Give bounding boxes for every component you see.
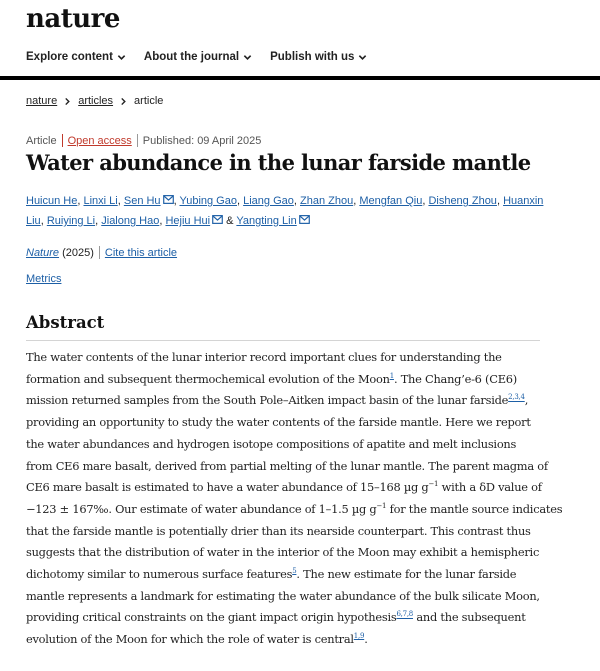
metrics-link[interactable]: Metrics <box>26 273 62 285</box>
abstract-line: dichotomy similar to numerous surface features$^5$. The new estimate for the lunar farside <box>26 567 517 582</box>
chevron-down-icon <box>243 53 252 62</box>
journal-link[interactable]: Nature <box>26 246 60 259</box>
reference-link[interactable]: 5 <box>292 567 297 576</box>
breadcrumb-articles[interactable]: articles <box>78 95 114 107</box>
abstract-line: −123 ± 167‰. Our estimate of water abundance of 1–1.5 µg $g^{-1}$ for the mantle source indicates <box>26 501 563 516</box>
nav-publish-with-us[interactable] <box>270 51 367 63</box>
abstract-divider <box>26 340 540 341</box>
mail-icon[interactable] <box>299 215 310 224</box>
author-link[interactable]: Huicun He <box>26 195 78 207</box>
author-link[interactable]: Ruiying Li <box>46 215 96 227</box>
author-list <box>26 191 546 231</box>
author-link[interactable]: Sen Hu <box>123 195 161 207</box>
abstract-line: mission returned samples from the South Pole–Aitken impact basin of the lunar farside$^{2,3,4}$, <box>26 393 529 408</box>
reference-superscript <box>396 611 413 619</box>
breadcrumb-nature[interactable]: nature <box>26 95 58 107</box>
reference-superscript <box>390 372 394 380</box>
author-link[interactable]: Disheng Zhou <box>428 195 497 207</box>
author-line: Liu, Ruiying Li, Jialong Hao, Hejiu Hui & Yangting Lin <box>26 211 546 231</box>
abstract-line: formation and subsequent thermochemical evolution of the Moon$^1$. The Chang’e-6 (CE6) <box>26 371 517 386</box>
abstract-line: that the farside mantle is potentially drier than its nearside counterpart. This contrast thus <box>26 523 531 538</box>
breadcrumb <box>26 95 163 107</box>
abstract-line: the water abundances and hydrogen isotope compositions of apatite and melt inclusions <box>26 436 517 451</box>
reference-link[interactable]: 1 <box>389 371 394 380</box>
author-link[interactable]: Mengfan Qiu <box>359 195 423 207</box>
abstract-line: providing critical constraints on the giant impact origin hypothesis$^{6,7,8}$ and the subsequent <box>26 610 526 625</box>
reference-link[interactable]: 1,9 <box>353 632 365 641</box>
meta-divider <box>62 134 63 147</box>
abstract-heading: Abstract <box>26 313 105 332</box>
article-meta <box>26 134 261 147</box>
reference-link[interactable]: 6,7,8 <box>396 610 413 619</box>
chevron-right-icon <box>64 97 71 106</box>
author-link[interactable]: Huanxin <box>503 195 544 207</box>
published-date: Published: 09 April 2025 <box>142 134 262 147</box>
chevron-down-icon <box>358 53 367 62</box>
author-link[interactable]: Liu <box>26 215 41 227</box>
nav-explore-content[interactable] <box>26 51 126 63</box>
citation-line <box>26 246 177 259</box>
nature-logo[interactable]: nature <box>26 4 120 34</box>
unit-exponent: −1 <box>428 480 439 489</box>
nav-about-journal[interactable] <box>144 51 252 63</box>
open-access-link[interactable]: Open access <box>67 134 132 147</box>
site-header <box>0 0 600 80</box>
chevron-down-icon <box>117 53 126 62</box>
abstract-line: suggests that the distribution of water in the interior of the Moon may exhibit a hemispheric <box>26 545 540 560</box>
author-link[interactable]: Yubing Gao <box>179 195 237 207</box>
meta-divider <box>137 134 138 147</box>
main-nav <box>26 51 367 63</box>
chevron-right-icon <box>120 97 127 106</box>
abstract-text <box>26 347 563 651</box>
author-line: Huicun He, Linxi Li, Sen Hu , Yubing Gao, Liang Gao, Zhan Zhou, Mengfan Qiu, Disheng Zhou, Huanxin <box>26 195 544 207</box>
citation-divider <box>99 246 100 259</box>
journal-year: (2025) <box>59 246 94 259</box>
mail-icon[interactable] <box>163 195 174 204</box>
unit-exponent: −1 <box>376 502 387 511</box>
reference-superscript <box>508 394 525 402</box>
nav-label: Publish with us <box>270 51 355 63</box>
author-link[interactable]: Linxi Li <box>83 195 118 207</box>
author-link[interactable]: Liang Gao <box>243 195 294 207</box>
nav-label: Explore content <box>26 51 113 63</box>
abstract-line: The water contents of the lunar interior record important clues for understanding the <box>26 350 502 364</box>
reference-superscript <box>354 632 364 640</box>
author-link[interactable]: Hejiu Hui <box>165 215 211 227</box>
article-title: Water abundance in the lunar farside mantle <box>26 150 531 175</box>
breadcrumb-current: article <box>134 95 164 107</box>
abstract-line: providing an opportunity to study the water contents of the farside mantle. Here we report <box>26 415 531 430</box>
author-ampersand: & <box>226 215 234 227</box>
article-type: Article <box>26 134 57 147</box>
header-divider <box>0 76 600 80</box>
cite-this-article-link[interactable]: Cite this article <box>104 246 178 259</box>
author-link[interactable]: Zhan Zhou <box>300 195 354 207</box>
abstract-line: mantle represents a landmark for estimating the water abundance of the bulk silicate Moon, <box>26 588 540 603</box>
abstract-line: from CE6 mare basalt, derived from partial melting of the lunar mantle. The parent magma of <box>26 458 548 473</box>
abstract-line: evolution of the Moon for which the role of water is central$^{1,9}$. <box>26 632 368 647</box>
nav-label: About the journal <box>143 51 240 63</box>
reference-link[interactable]: 2,3,4 <box>508 393 525 402</box>
abstract-line: CE6 mare basalt is estimated to have a water abundance of 15–168 µg $g^{-1}$ with a δD value of <box>26 480 542 495</box>
author-link[interactable]: Jialong Hao <box>101 215 160 227</box>
reference-superscript <box>292 567 296 575</box>
author-link[interactable]: Yangting Lin <box>236 215 297 227</box>
mail-icon[interactable] <box>212 215 223 224</box>
